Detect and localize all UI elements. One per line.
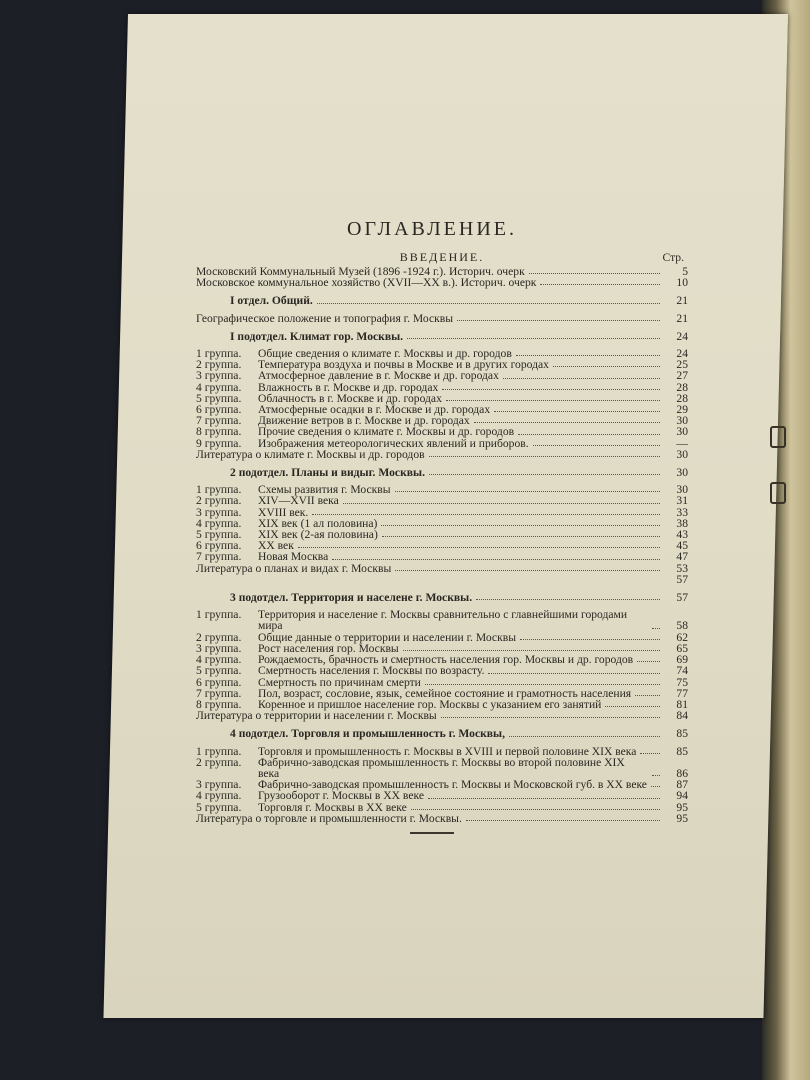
entry-text: Торговля г. Москвы в XX веке bbox=[258, 800, 407, 814]
group-label: 2 группа. bbox=[196, 755, 242, 769]
entry-text: Новая Москва bbox=[258, 550, 329, 564]
page-number: 29 bbox=[676, 403, 688, 417]
group-label: 4 группа. bbox=[196, 653, 242, 667]
leader-dots bbox=[553, 366, 660, 367]
group-label: 7 группа. bbox=[196, 686, 242, 700]
group-body bbox=[258, 757, 664, 779]
group-label: 3 группа. bbox=[196, 505, 242, 519]
group-entry bbox=[196, 426, 688, 437]
page-number: 31 bbox=[676, 494, 688, 508]
page-number: 74 bbox=[676, 664, 688, 678]
page-number: 27 bbox=[676, 369, 688, 383]
entry-text: XIV—XVII века bbox=[258, 494, 339, 508]
leader-dots bbox=[457, 320, 660, 321]
group-label: 2 группа. bbox=[196, 630, 242, 644]
part-entry bbox=[196, 313, 688, 324]
leader-dots bbox=[520, 639, 660, 640]
part-title: I отдел. Общий. bbox=[230, 294, 313, 308]
group-body bbox=[258, 609, 664, 631]
intro-list bbox=[196, 266, 688, 288]
page-column-label: Стр. bbox=[662, 251, 684, 264]
entry-text: Литература о торговле и промышленности г. Москвы. bbox=[196, 811, 462, 825]
page-number: 28 bbox=[676, 380, 688, 394]
leader-dots bbox=[403, 650, 660, 651]
entry-text: Прочие сведения о климате г. Москвы и др. городов bbox=[258, 425, 515, 439]
leader-dots bbox=[652, 628, 660, 629]
entry-text: Облачность в г. Москве и др. городах bbox=[258, 391, 442, 405]
entry-text: Атмосферное давление в г. Москве и др. городах bbox=[258, 369, 499, 383]
leader-dots bbox=[441, 717, 660, 718]
entry-text: Московское коммунальное хозяйство (XVII—XX в.). Историч. очерк bbox=[196, 276, 537, 290]
group-entry bbox=[196, 551, 688, 562]
closing-divider bbox=[410, 832, 454, 834]
page-number: 87 bbox=[676, 778, 688, 792]
entry-text: XIX век (2-ая половина) bbox=[258, 528, 378, 542]
page-number: 84 bbox=[676, 709, 688, 723]
page-number: 85 bbox=[676, 727, 688, 741]
entry-text: Фабрично-заводская промышленность г. Москвы и Московской губ. в XX веке bbox=[258, 778, 647, 792]
entry-text: Общие данные о территории и населении г. Москвы bbox=[258, 630, 516, 644]
subsection-title: 2 подотдел. Планы и видыг. Москвы. bbox=[230, 466, 425, 480]
group-label: 5 группа. bbox=[196, 391, 242, 405]
group-entry bbox=[196, 790, 688, 801]
page-number: 57 bbox=[676, 572, 688, 586]
staple-icon bbox=[770, 426, 786, 448]
page-number: 95 bbox=[676, 811, 688, 825]
leader-dots bbox=[476, 599, 660, 600]
page-number: 86 bbox=[676, 766, 688, 780]
entry-text: Географическое положение и топография г. Москвы bbox=[196, 311, 454, 325]
page-number: 30 bbox=[676, 414, 688, 428]
leader-dots bbox=[395, 491, 660, 492]
group-label: 8 группа. bbox=[196, 425, 242, 439]
leader-dots bbox=[429, 456, 660, 457]
group-label: 5 группа. bbox=[196, 664, 242, 678]
leader-dots bbox=[298, 547, 660, 548]
leader-dots bbox=[516, 355, 660, 356]
leader-dots bbox=[317, 303, 660, 304]
literature-entry bbox=[196, 710, 688, 721]
leader-dots bbox=[635, 695, 660, 696]
group-label: 4 группа. bbox=[196, 516, 242, 530]
group-body bbox=[258, 495, 664, 506]
leader-dots bbox=[395, 570, 660, 571]
group-entry bbox=[196, 757, 688, 779]
group-label: 2 группа. bbox=[196, 494, 242, 508]
page-number: — bbox=[676, 436, 688, 450]
entry-text: Изображения метеорологических явлений и приборов. bbox=[258, 436, 529, 450]
leader-dots bbox=[540, 284, 660, 285]
page-number: 24 bbox=[676, 329, 688, 343]
page-number: 43 bbox=[676, 528, 688, 542]
leader-dots bbox=[381, 525, 660, 526]
page-number: 30 bbox=[676, 483, 688, 497]
leader-dots bbox=[425, 684, 660, 685]
leader-dots bbox=[332, 559, 660, 560]
page-number: 69 bbox=[676, 653, 688, 667]
literature-entry bbox=[196, 563, 688, 574]
page-number: 65 bbox=[676, 641, 688, 655]
group-label: 8 группа. bbox=[196, 697, 242, 711]
leader-dots bbox=[494, 411, 660, 412]
entry-text: XIX век (1 ал половина) bbox=[258, 516, 378, 530]
group-label: 1 группа. bbox=[196, 483, 242, 497]
leader-dots bbox=[343, 503, 660, 504]
entry-text: Смертность населения г. Москвы по возрасту. bbox=[258, 664, 485, 678]
page-number: 24 bbox=[676, 347, 688, 361]
entry-text: Пол, возраст, сословие, язык, семейное состояние и грамотность населения bbox=[258, 686, 632, 700]
page-number: 85 bbox=[676, 744, 688, 758]
entry-text: Рождаемость, брачность и смертность населения гор. Москвы и др. городов bbox=[258, 653, 634, 667]
leader-dots bbox=[442, 389, 660, 390]
entry-text: Схемы развития г. Москвы bbox=[258, 483, 391, 497]
entry-text: Литература о планах и видах г. Москвы bbox=[196, 561, 392, 575]
group-label: 1 группа. bbox=[196, 744, 242, 758]
page-number: 21 bbox=[676, 294, 688, 308]
subsections bbox=[196, 331, 688, 824]
leader-dots bbox=[428, 798, 660, 799]
group-body bbox=[258, 665, 664, 676]
page-number: 33 bbox=[676, 505, 688, 519]
entry-text: Московский Коммунальный Музей (1896 -1924 г.). Историч. очерк bbox=[196, 265, 525, 278]
group-label: 3 группа. bbox=[196, 778, 242, 792]
group-body bbox=[258, 529, 664, 540]
subsection-heading bbox=[196, 331, 688, 342]
entry-text: Движение ветров в г. Москве и др. городах bbox=[258, 414, 470, 428]
leader-dots bbox=[446, 400, 660, 401]
page-number: 28 bbox=[676, 391, 688, 405]
entry-text: Фабрично-заводская промышленность г. Москвы во второй половине XIX века bbox=[258, 755, 625, 780]
leader-dots bbox=[466, 820, 660, 821]
leader-dots bbox=[411, 809, 660, 810]
entry-text: Коренное и пришлое население гор. Москвы с указанием его занятий bbox=[258, 697, 602, 711]
page-number: 25 bbox=[676, 358, 688, 372]
entry-text: Атмосферные осадки в г. Москве и др. городах bbox=[258, 403, 491, 417]
page-number: 45 bbox=[676, 539, 688, 553]
group-label: 5 группа. bbox=[196, 528, 242, 542]
literature-entry bbox=[196, 813, 688, 824]
page-number: 75 bbox=[676, 675, 688, 689]
part-heading bbox=[196, 295, 688, 306]
staple-icon bbox=[770, 482, 786, 504]
group-label: 3 группа. bbox=[196, 369, 242, 383]
group-label: 9 группа. bbox=[196, 436, 242, 450]
entry-text: Территория и население г. Москвы сравнительно с главнейшими городами мира bbox=[258, 608, 628, 633]
leader-dots bbox=[651, 786, 660, 787]
group-label: 7 группа. bbox=[196, 550, 242, 564]
binding-staples bbox=[770, 420, 784, 520]
leader-dots bbox=[312, 514, 660, 515]
page-number: 30 bbox=[676, 466, 688, 480]
entry-text: Рост населения гор. Москвы bbox=[258, 641, 399, 655]
group-label: 7 группа. bbox=[196, 414, 242, 428]
entry-text: Смертность по причинам смерти bbox=[258, 675, 421, 689]
intro-heading-row bbox=[196, 252, 688, 266]
leader-dots bbox=[605, 706, 660, 707]
page-number: 95 bbox=[676, 800, 688, 814]
group-entry bbox=[196, 495, 688, 506]
page-number: 30 bbox=[676, 447, 688, 461]
group-label: 3 группа. bbox=[196, 641, 242, 655]
subsection-title: 3 подотдел. Территория и населене г. Москвы. bbox=[230, 591, 473, 605]
leader-dots bbox=[503, 378, 660, 379]
entry-text: XX век bbox=[258, 539, 294, 553]
page-number: 81 bbox=[676, 697, 688, 711]
subsection-heading bbox=[196, 592, 688, 603]
group-label: 4 группа. bbox=[196, 380, 242, 394]
toc-title: ОГЛАВЛЕНИЕ. bbox=[347, 218, 517, 240]
entry-text: Влажность в г. Москве и др. городах bbox=[258, 380, 439, 394]
group-entry bbox=[196, 370, 688, 381]
entry-text: Общие сведения о климате г. Москвы и др. городов bbox=[258, 347, 512, 361]
page-number: 21 bbox=[676, 311, 688, 325]
page-number: 30 bbox=[676, 425, 688, 439]
entry-text: Торговля и промышленность г. Москвы в XVIII и первой половине XIX века bbox=[258, 744, 637, 758]
leader-dots bbox=[518, 434, 660, 435]
intro-entry bbox=[196, 277, 688, 288]
group-label: 6 группа. bbox=[196, 675, 242, 689]
page-number: 57 bbox=[676, 591, 688, 605]
part-items bbox=[196, 307, 688, 324]
group-label: 4 группа. bbox=[196, 789, 242, 803]
leader-dots bbox=[652, 775, 660, 776]
intro-heading: ВВЕДЕНИЕ. bbox=[399, 250, 485, 264]
page-number: 47 bbox=[676, 550, 688, 564]
subsection-heading bbox=[196, 467, 688, 478]
page-number: 38 bbox=[676, 516, 688, 530]
page-number: 94 bbox=[676, 789, 688, 803]
subsection-title: I подотдел. Климат гор. Москвы. bbox=[230, 329, 404, 343]
page-number: 77 bbox=[676, 686, 688, 700]
group-label: 2 группа. bbox=[196, 358, 242, 372]
leader-dots bbox=[640, 753, 660, 754]
page-number: 5 bbox=[682, 265, 688, 278]
leader-dots bbox=[429, 474, 660, 475]
leader-dots bbox=[488, 673, 660, 674]
group-label: 1 группа. bbox=[196, 608, 242, 622]
entry-text: Литература о территории и населении г. Москвы bbox=[196, 709, 437, 723]
leader-dots bbox=[474, 422, 660, 423]
leader-dots bbox=[407, 338, 660, 339]
page-number: 10 bbox=[676, 276, 688, 290]
group-label: 5 группа. bbox=[196, 800, 242, 814]
extra-page-row bbox=[196, 574, 688, 585]
subsection-heading bbox=[196, 728, 688, 739]
leader-dots bbox=[637, 661, 660, 662]
page-number: 62 bbox=[676, 630, 688, 644]
group-body bbox=[258, 426, 664, 437]
group-label: 6 группа. bbox=[196, 403, 242, 417]
group-label: 6 группа. bbox=[196, 539, 242, 553]
group-entry bbox=[196, 609, 688, 631]
group-label: 1 группа. bbox=[196, 347, 242, 361]
entry-text: XVIII век. bbox=[258, 505, 309, 519]
entry-text: Температура воздуха и почвы в Москве и в других городах bbox=[258, 358, 549, 372]
table-of-contents bbox=[196, 216, 688, 834]
group-body bbox=[258, 370, 664, 381]
group-entry bbox=[196, 665, 688, 676]
subsection-title: 4 подотдел. Торговля и промышленность г. Москвы, bbox=[230, 727, 505, 741]
entry-text: Литература о климате г. Москвы и др. городов bbox=[196, 447, 425, 461]
group-body bbox=[258, 551, 664, 562]
group-body bbox=[258, 790, 664, 801]
literature-entry bbox=[196, 449, 688, 460]
leader-dots bbox=[529, 273, 660, 274]
page-number: 53 bbox=[676, 561, 688, 575]
page-number: 58 bbox=[676, 619, 688, 633]
leader-dots bbox=[533, 445, 660, 446]
leader-dots bbox=[382, 536, 660, 537]
leader-dots bbox=[509, 736, 660, 737]
entry-text: Грузооборот г. Москвы в XX веке bbox=[258, 789, 424, 803]
